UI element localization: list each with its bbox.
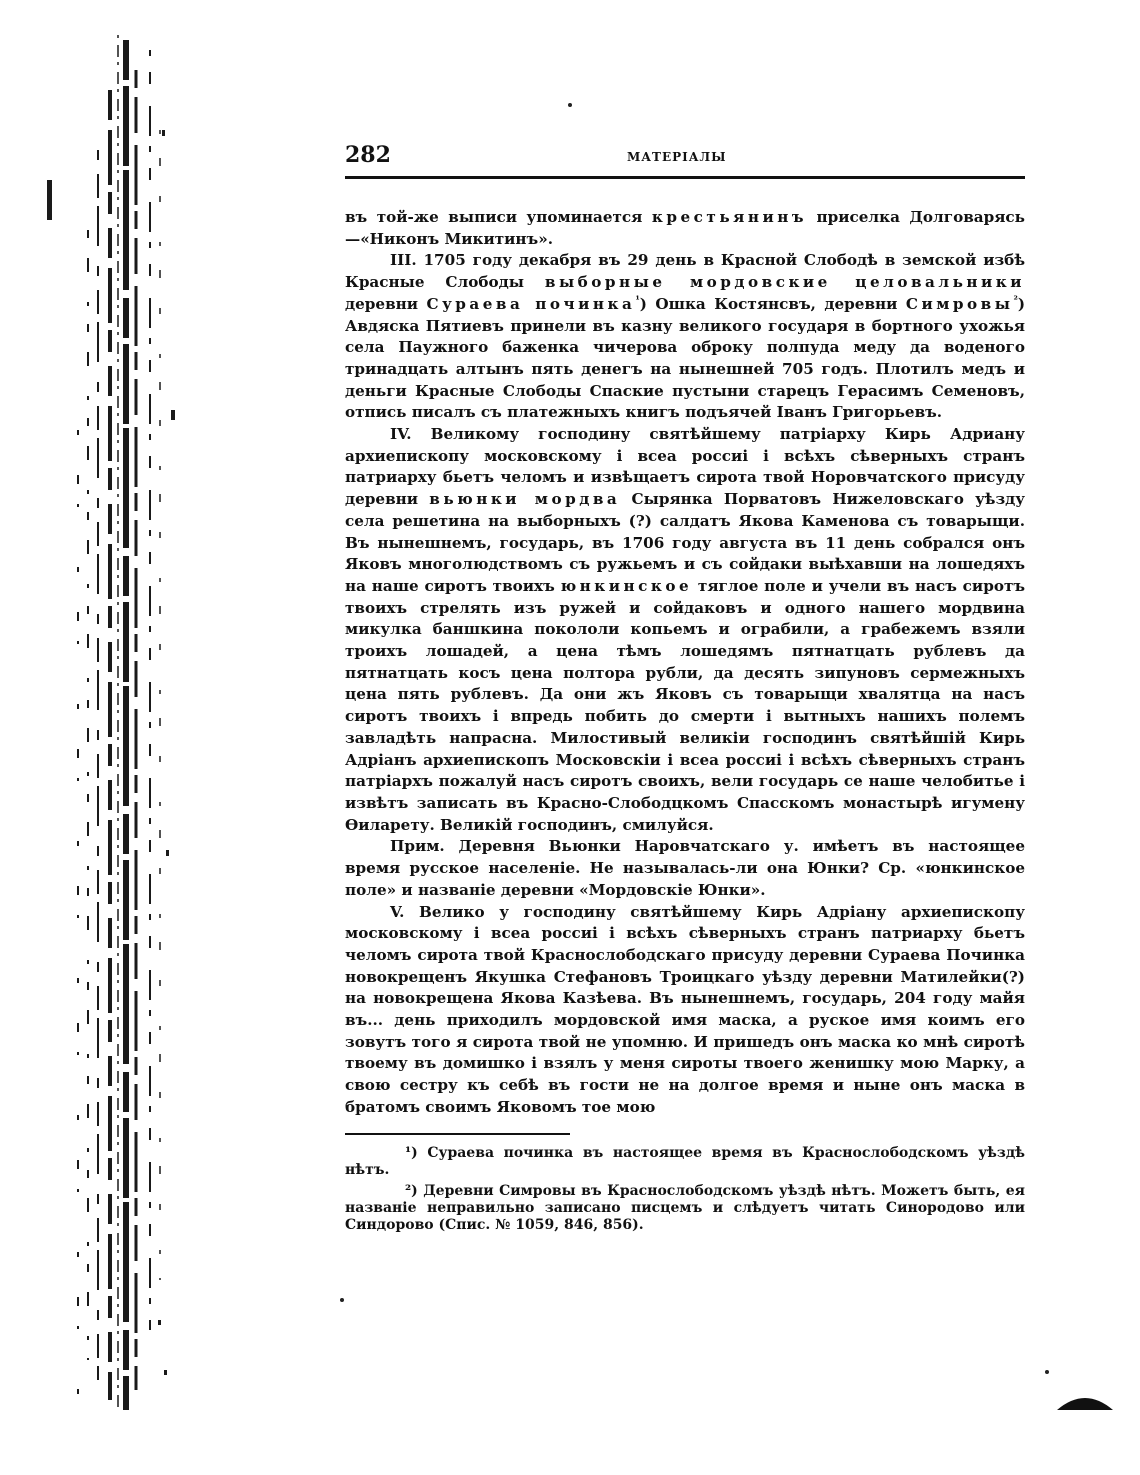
binding-edge-scan-noise — [38, 30, 188, 1410]
section-title: МАТЕРІАЛЫ — [627, 150, 727, 164]
paragraph-v: V. Велико у господину святѣйшему Кирь Адріану архиепископу московскому і всеа россиі і всѣхъ сѣверныхъ странъ патриарху бьетъ челомъ сирота твой Краснослободскаго присуду деревни Сураева Починка новокрещенъ Якушка Стефановъ Троицкаго уѣзду деревни Матилейки(?) на новокрещена Якова Казѣева. Въ нынешнемъ, государь, 204 году майя въ... день приходилъ мордовской имя маска, а руское имя коимъ его зовутъ того я сирота твой не упомню. И пришедъ онъ маска ко мнѣ сиротѣ твоему въ домишко і взялъ у меня сироты твоего женишку мою Марку, а свою сестру къ себѣ въ гости не на долгое время и ныне онъ маска в братомъ своимъ Яковомъ тое мою — [345, 902, 1025, 1116]
scan-speck — [1045, 1370, 1049, 1374]
corner-smudge — [1055, 1390, 1115, 1414]
footnote-rule — [345, 1133, 570, 1135]
footnote-ref-1: ¹ — [635, 294, 640, 306]
scan-speck — [568, 103, 572, 107]
paragraph-iv: IV. Великому господину святѣйшему патріарху Кирь Адриану архиепископу московскому і всеа россиі і всѣхъ сѣверныхъ странъ патриарху бьетъ челомъ и извѣщаетъ сирота твой Норовчатского присуду деревни вьюнки мордва Сырянка Порватовъ Нижеловскаго уѣзду села решетина на выборныхъ (?) салдатъ Якова Каменова съ товарыщи. Въ нынешнемъ, государь, въ 1706 году августа въ 11 день собрался онъ Яковъ многолюдствомъ съ ружьемъ и съ сойдаки выѣхавши на лошедяхъ на наше сиротъ твоихъ юнкинское тяглое поле и учели въ насъ сиротъ твоихъ стрелять изъ ружей и сойдаковъ и одного нашего мордвина микулка баншкина покололи копьемъ и ограбили, а грабежемъ взяли троихъ лошадей, а цена тѣмъ лошедямъ пятнатцать рублевъ да пятнатцать косъ цена полтора рубли, да десять зипуновъ сермежныхъ цена пять рублевъ. Да они жъ Яковъ съ товарыщи хвалятца на насъ сиротъ твоихъ і впредь побить до смерти і вытныхъ нашихъ полемъ завладѣть напрасна. Милостивый великіи господинъ святѣйшій Кирь Адріанъ архиепископъ Московскіи і всеа россиі і всѣхъ сѣверныхъ странъ патріархъ пожалуй насъ сиротъ своихъ, вели государь се наше челобитье і извѣтъ записать въ Красно-Слободцкомъ Спасскомъ монастырѣ игумену Өиларету. Великій господинъ, смилуйся. — [345, 425, 1026, 834]
footnotes — [345, 1145, 1025, 1234]
footnote-ref-2: ² — [1013, 294, 1018, 306]
document-page — [345, 140, 1025, 1238]
paragraph-iii: III. 1705 году декабря въ 29 день в Красной Слободѣ в земской избѣ Красные Слободы выборные мордовские целовальники деревни Сураева починка$^{^1}$) Ошка Костянсвъ, деревни Симровы$^{^2}$) Авдяска Пятиевъ принели въ казну великого государя в бортного ухожья села Паужного баженка чичерова оброку полпуда меду да воденого тринадцать алтынъ пять денегъ на нынешней 705 годъ. Плотилъ медъ и деньги Красные Слободы Спаские пустыни старецъ Герасимъ Семеновъ, отпись писалъ съ платежныхъ книгъ подъячей Іванъ Григорьевъ. — [345, 251, 1026, 422]
footnote-1: ¹) Сураева починка въ настоящее время въ Краснослободскомъ уѣздѣ нѣтъ. — [345, 1144, 1025, 1178]
scan-speck — [340, 1298, 344, 1302]
footnote-2: ²) Деревни Симровы въ Краснослободскомъ уѣздѣ нѣтъ. Можетъ быть, ея названіе неправильно записано писцемъ и слѣдуетъ читать Синородово или Синдорово (Спис. № 1059, 846, 856). — [345, 1182, 1025, 1233]
paragraph-note: Прим. Деревня Вьюнки Наровчатскаго у. имѣетъ въ настоящее время русское населеніе. Не называлась-ли она Юнки? Ср. «юнкинское поле» и названіе деревни «Мордовскіе Юнки». — [345, 837, 1025, 899]
body-text — [345, 207, 1025, 1119]
paragraph-continuation: въ той-же выписи упоминается крестьянинъ приселка Долговарясь—«Никонъ Микитинъ». — [345, 208, 1025, 248]
page-number: 282 — [345, 142, 391, 168]
running-head — [345, 140, 1025, 179]
